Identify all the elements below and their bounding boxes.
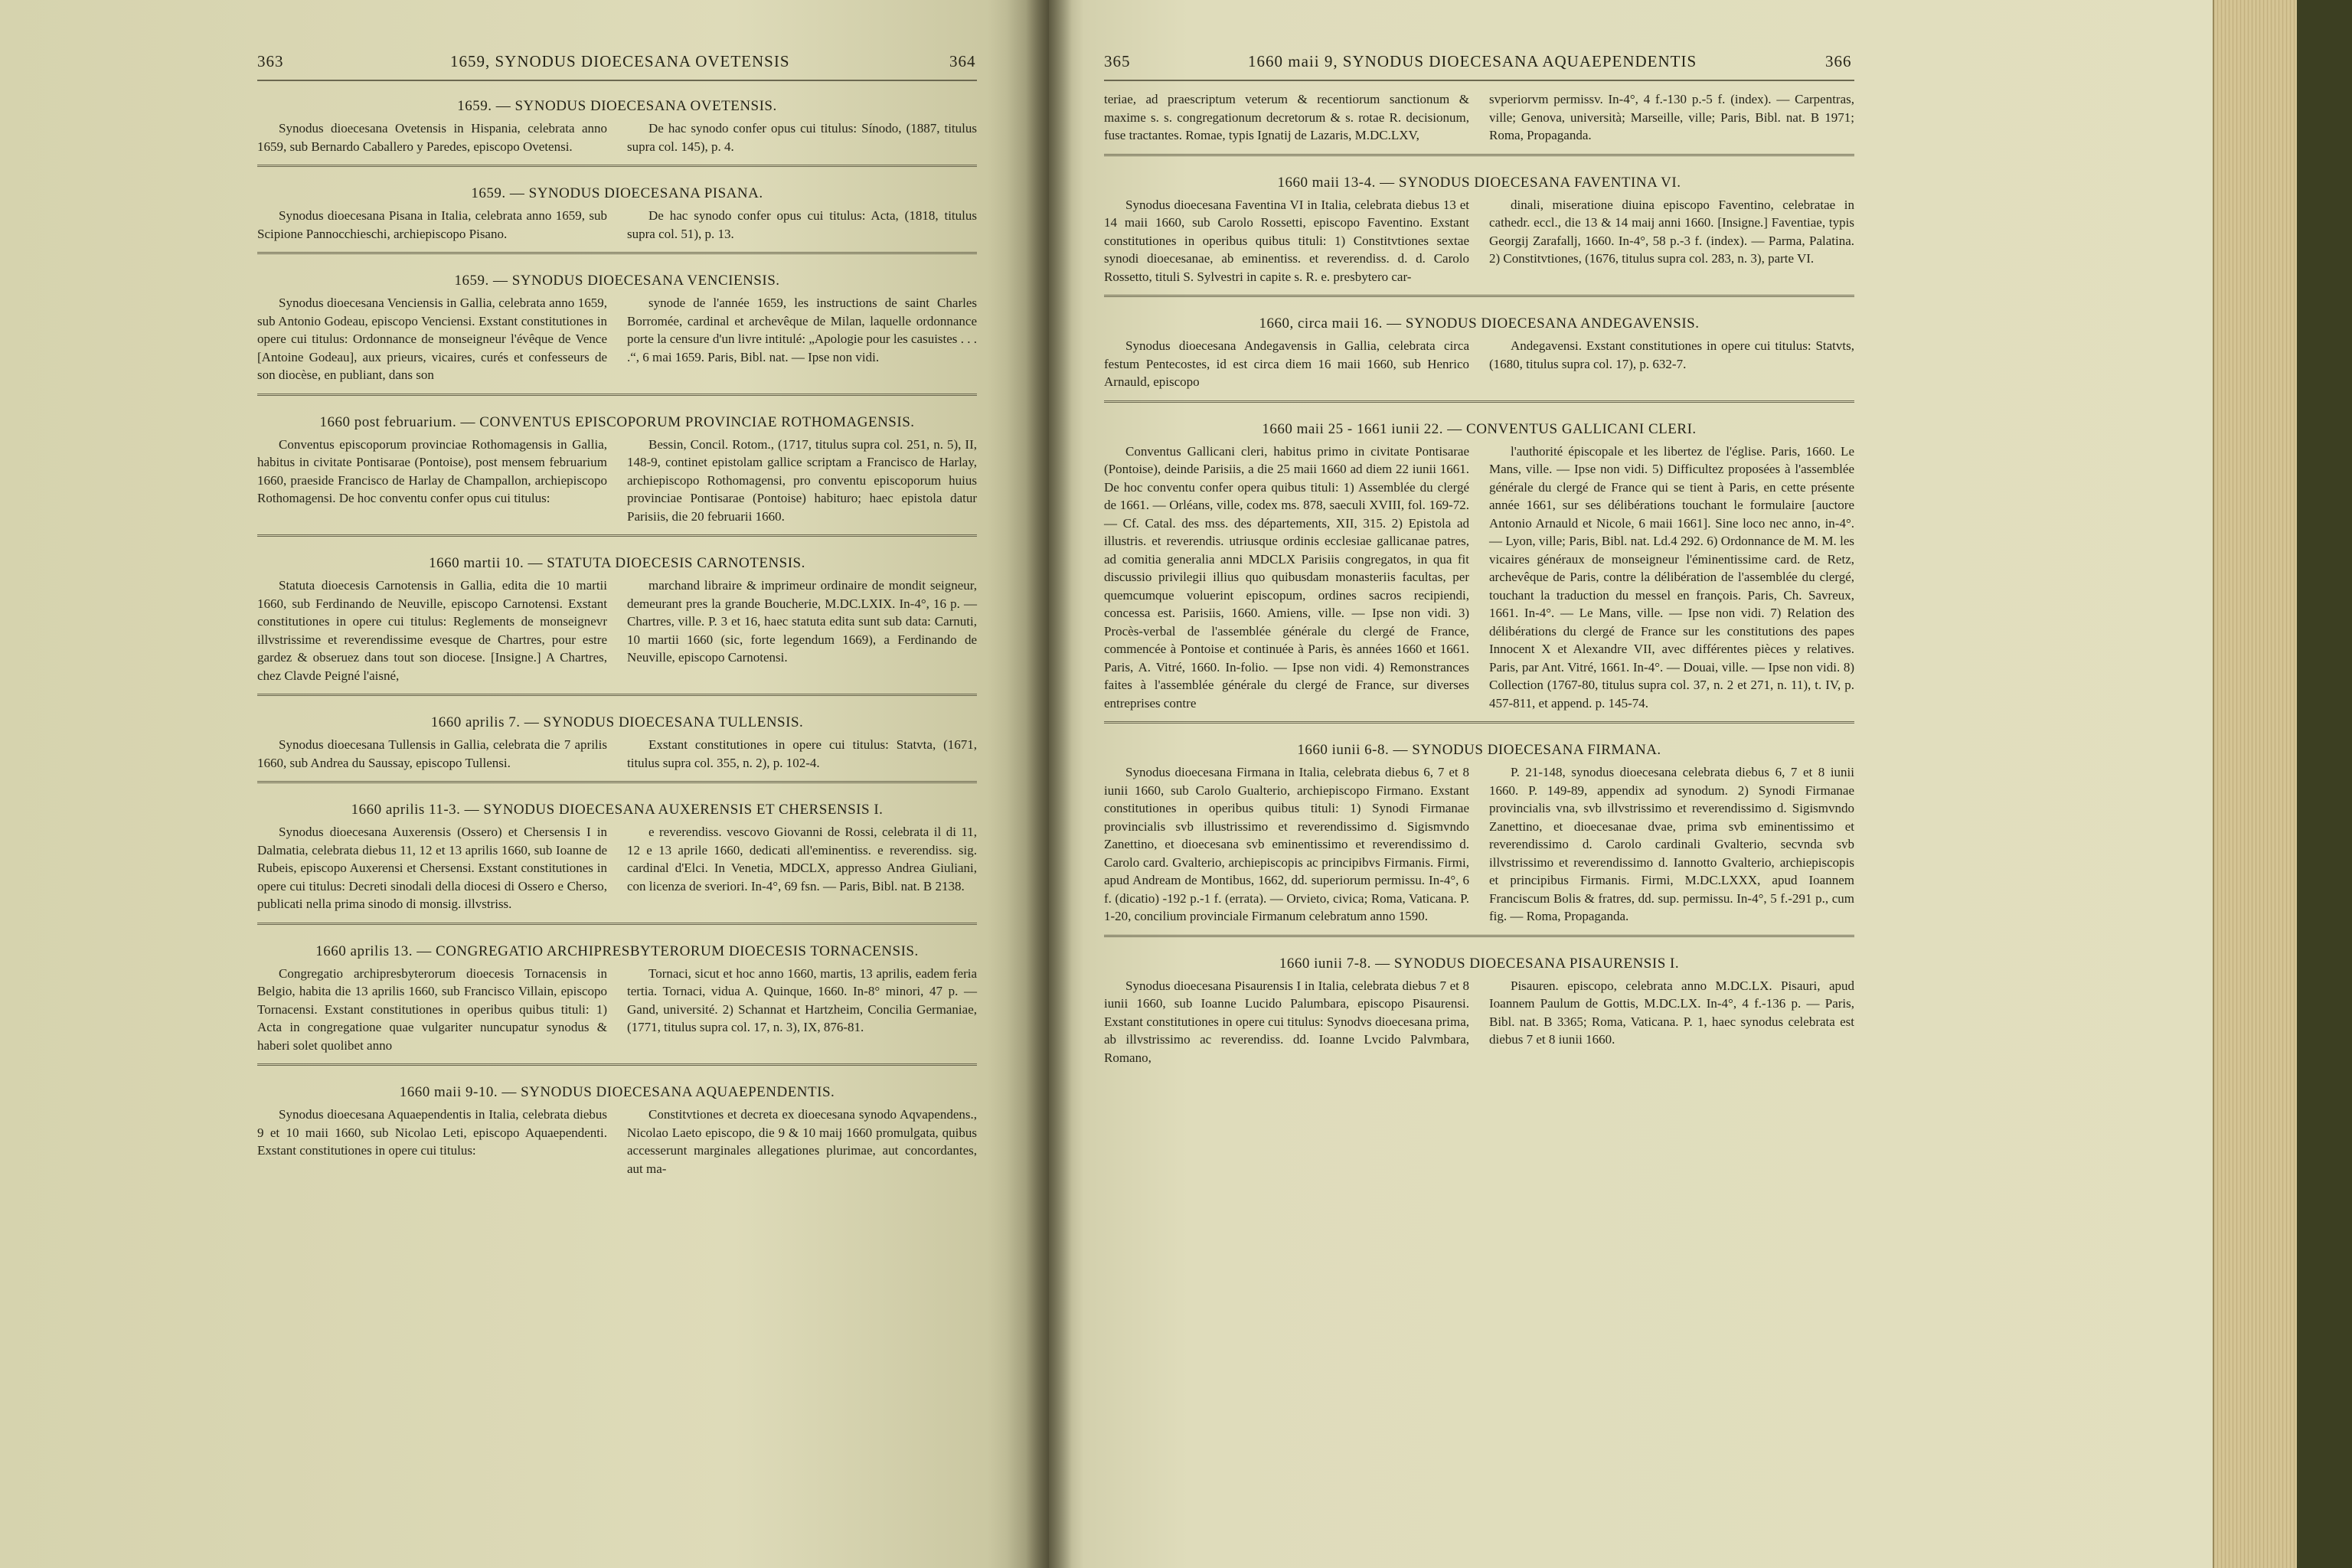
paragraph: Conventus Gallicani cleri, habitus primo in civitate Pontisarae (Pontoise), deinde Parisiis, a die 25 maii 1660 ad diem 22 iunii 1661. De hoc conventu confer opera quibus tituli: 1) Assemblée du clergé de 1661. — Orléans, ville, codex ms. 878, saeculi XVIII, fol. 169-72. — Cf. Catal. des mss. des départements, XII, 315. 2) Epistola ad illustris. et reverendis. utriusque ordinis ecclesiae gallicanae patres, ad comitia generalia anni MDCLX Parisiis congregatos, in qua fit discussio privilegii illius quo quibusdam monasteriis facultas, per quemcumque voluerint episcopum, ordines sacros recipiendi, concessa est. Parisiis, 1660. Amiens, ville. — Ipse non vidi. 3) Procès-verbal de l'assemblée générale du clergé de France, commencée à Pontoise et continuée à Paris, ès années 1660 et 1661. Paris, A. Vitré, 1660. In-folio. — Ipse non vidi. 4) Remonstrances faites à l'assemblée générale du clergé de France, sur diverses entreprises contre: [1104, 443, 1469, 710]
text-column: [1489, 977, 1854, 1067]
synod-entry: [257, 98, 977, 168]
paragraph: Synodus dioecesana Faventina VI in Italia, celebrata diebus 13 et 14 maii 1660, sub Carolo Rossetti, episcopo Faventino. Exstant constitutiones in operibus quibus tituli: 1) Constitvtiones sextae synodi dioecesanae, ab eminentiss. et reverendiss. d. d. Carolo Rossetto, tituli S. Sylvestri in capite s. R. e. presbytero car-: [1104, 197, 1469, 284]
paragraph: Conventus episcoporum provinciae Rothomagensis in Gallia, habitus in civitate Pontisarae (Pontoise), post mensem februarium 1660, praeside Francisco de Harlay de Champallon, archiepiscopo Rothomagensi. De hoc conventu confer opus cui titulus:: [257, 436, 607, 505]
page-number: 364: [949, 52, 976, 70]
continuation-entry: [1104, 90, 1854, 158]
paragraph: Synodus dioecesana Andegavensis in Gallia, celebrata circa festum Pentecostes, id est circa diem 16 maii 1660, sub Henrico Arnauld, episcopo: [1104, 338, 1469, 389]
paragraph: dinali, miseratione diuina episcopo Faventino, celebratae in cathedr. eccl., die 13 & 14 maij anni 1660. [Insigne.] Faventiae, typis Georgij Zarafallj, 1660. In-4°, 58 p.-3 f. (index). — Parma, Palatina. 2) Constitvtiones, (1676, titulus supra col. 283, n. 3), parte VI.: [1489, 197, 1854, 266]
paragraph: Pisauren. episcopo, celebrata anno M.DC.LX. Pisauri, apud Ioannem Paulum de Gottis, M.DC.LX. In-4°, 4 f.-136 p. — Paris, Bibl. nat. B 3365; Roma, Vaticana. P. 1, haec synodus celebrata est diebus 7 et 8 iunii 1660.: [1489, 978, 1854, 1047]
entry-separator: [1104, 721, 1854, 725]
synod-entry: [1104, 315, 1854, 404]
paragraph: Synodus dioecesana Tullensis in Gallia, celebrata die 7 aprilis 1660, sub Andrea du Saussay, episcopo Tullensi.: [257, 737, 607, 770]
page-number: 366: [1825, 52, 1852, 70]
entry-separator: [1104, 154, 1854, 158]
entry-separator: [257, 534, 977, 538]
synod-entry: [257, 802, 977, 926]
text-column: [627, 294, 977, 384]
running-head: 1659, SYNODUS DIOECESANA OVETENSIS: [450, 52, 790, 70]
entry-title: 1660 aprilis 7. — SYNODUS DIOECESANA TULLENSIS.: [430, 714, 804, 730]
synod-entry: [257, 714, 977, 785]
synod-entry: [257, 1084, 977, 1178]
synod-entry: [257, 555, 977, 697]
paragraph: Synodus dioecesana Pisaurensis I in Italia, celebrata diebus 7 et 8 iunii 1660, sub Ioanne Lucido Palumbara, episcopo Pisaurensi. Exstant constitutiones in opere cui titulus: Synodvs dioecesana prima, ab illvstrissimo ac reverendiss. dd. Ioanne Lvcido Palvmbara, Romano,: [1104, 978, 1469, 1065]
text-column: [1104, 977, 1469, 1067]
left-page: [0, 0, 1049, 1568]
paragraph: e reverendiss. vescovo Giovanni de Rossi, celebrata il di 11, 12 e 13 aprile 1660, dedicati all'eminentiss. e reverendiss. sig. cardinal d'Elci. In Venetia, MDCLX, appresso Andrea Giuliani, con licenza de sveriori. In-4°, 69 fsn. — Paris, Bibl. nat. B 2138.: [627, 825, 977, 893]
text-column: [257, 207, 607, 243]
synod-entry: [1104, 742, 1854, 939]
entry-title: 1660 iunii 7-8. — SYNODUS DIOECESANA PISAURENSIS I.: [1279, 955, 1680, 972]
text-column: [627, 736, 977, 772]
text-column: [627, 207, 977, 243]
entry-separator: [257, 165, 977, 168]
paragraph: P. 21-148, synodus dioecesana celebrata diebus 6, 7 et 8 iunii 1660. P. 149-89, appendix ad synodum. 2) Synodi Firmanae provincialis vna, svb illvstrissimo et reverendissimo d. Sigismvndo Zanettino, et dioecesanae dvae, prima svb eminentissimo et reverendissimo d. Carolo cardinali Gvalterio, secvnda svb illvstrissimo et reverendissimo d. Iannotto Gvalterio, archiepiscopis et principibus Firmanis. Firmi, M.DC.LXXX, apud Ioannem Franciscum Bolis & fratres, dd. sup. permissu. In-4°, 5 f.-291 p., cum fig. — Roma, Propaganda.: [1489, 765, 1854, 923]
synod-entry: [257, 273, 977, 397]
entry-separator: [1104, 935, 1854, 939]
entry-title: 1660 iunii 6-8. — SYNODUS DIOECESANA FIRMANA.: [1297, 742, 1661, 758]
entry-separator: [1104, 295, 1854, 299]
entry-separator: [257, 1063, 977, 1067]
paragraph: De hac synodo confer opus cui titulus: Acta, (1818, titulus supra col. 51), p. 13.: [627, 208, 977, 241]
paragraph: Synodus dioecesana Auxerensis (Ossero) et Chersensis I in Dalmatia, celebrata diebus 11, 12 et 13 aprilis 1660, sub Ioanne de Rubeis, episcopo Auxerensi et Chersensi. Exstant constitutiones in opere cui titulus: Decreti sinodali della diocesi di Ossero e Cherso, publicati nella prima sinodo di monsig. illvstriss.: [257, 825, 607, 911]
paragraph: svperiorvm permissv. In-4°, 4 f.-130 p.-5 f. (index). — Carpentras, ville; Genova, università; Marseille, ville; Paris, Bibl. nat. B 1971; Roma, Propaganda.: [1489, 92, 1854, 142]
text-column: [1489, 337, 1854, 391]
paragraph: Synodus dioecesana Aquaependentis in Italia, celebrata diebus 9 et 10 maii 1660, sub Nicolao Leti, episcopo Aquaependenti. Exstant constitutiones in opere cui titulus:: [257, 1107, 607, 1158]
synod-entry: [1104, 956, 1854, 1067]
entry-title: 1660 maii 13-4. — SYNODUS DIOECESANA FAVENTINA VI.: [1277, 174, 1681, 191]
text-column: [1489, 443, 1854, 713]
paragraph: marchand libraire & imprimeur ordinaire de mondit seigneur, demeurant pres la grande Boucherie, M.DC.LXIX. In-4°, 16 p. — Chartres, ville. P. 3 et 16, haec statuta edita sunt sub data: Carnuti, 10 martii 1660 (sic, forte legendum 1669), a Ferdinando de Neuville, episcopo Carnotensi.: [627, 578, 977, 665]
entry-separator: [257, 781, 977, 785]
entry-title: 1660 aprilis 11-3. — SYNODUS DIOECESANA AUXERENSIS ET CHERSENSIS I.: [351, 802, 884, 818]
entry-separator: [257, 252, 977, 256]
entry-title: 1659. — SYNODUS DIOECESANA PISANA.: [471, 185, 763, 201]
entry-title: 1660, circa maii 16. — SYNODUS DIOECESANA ANDEGAVENSIS.: [1259, 315, 1700, 332]
text-column: [1104, 763, 1469, 926]
entry-separator: [257, 394, 977, 397]
paragraph: Exstant constitutiones in opere cui titulus: Statvta, (1671, titulus supra col. 355, n. 2), p. 102-4.: [627, 737, 977, 770]
text-column: [1104, 443, 1469, 713]
entry-title: 1659. — SYNODUS DIOECESANA OVETENSIS.: [457, 98, 777, 114]
entry-separator: [257, 923, 977, 926]
text-column: [1104, 90, 1469, 145]
header-rule: [1104, 80, 1854, 81]
text-column: [627, 965, 977, 1055]
paragraph: Synodus dioecesana Pisana in Italia, celebrata anno 1659, sub Scipione Pannocchieschi, archiepiscopo Pisano.: [257, 208, 607, 241]
entry-separator: [257, 694, 977, 697]
synod-entry: [257, 414, 977, 539]
paragraph: synode de l'année 1659, les instructions de saint Charles Borromée, cardinal et archevêque de Milan, laquelle ordonnance porte la censure d'un livre intitulé: „Apologie pour les casuistes . . . .“, 6 mai 1659. Paris, Bibl. nat. — Ipse non vidi.: [627, 296, 977, 364]
text-column: [257, 119, 607, 155]
text-column: [627, 119, 977, 155]
text-column: [257, 823, 607, 913]
left-column-content: [257, 98, 977, 1194]
paragraph: l'authorité épiscopale et les libertez de l'église. Paris, 1660. Le Mans, ville. — Ipse non vidi. 5) Difficultez proposées à l'assemblée générale du clergé de France qui se tient à Paris, en cette présente année 1661, sur ses délibérations touchant le formulaire [auctore Antonio Arnauld et Nicole, 6 maii 1661]. Sine loco nec anno, in-4°. — Lyon, ville; Paris, Bibl. nat. Ld.4 292. 6) Ordonnance de M. M. les vicaires généraux de monseigneur l'éminentissime card. de Retz, archevêque de Paris, contre la délibération de l'assemblée du clergé, touchant la traduction du messel en françois. Paris, Ch. Savreux, 1661. In-4°. — Le Mans, ville. — Ipse non vidi. 7) Relation des délibérations du clergé de France sur les constitutions des papes Innocent X et Alexandre VII, avec différentes pièces y relatives. Paris, par Ant. Vitré, 1661. In-4°. — Douai, ville. — Ipse non vidi. 8) Collection (1767-80, titulus supra col. 37, n. 2 et 271, n. 11), t. IV, p. 457-811, et append. p. 145-74.: [1489, 443, 1854, 710]
paragraph: teriae, ad praescriptum veterum & recentiorum sanctionum & maxime s. s. congregationum decretorum & s. rotae R. decisionum, fuse tractantes. Romae, typis Ignatij de Lazaris, M.DC.LXV,: [1104, 92, 1469, 142]
right-page: [1049, 0, 2213, 1568]
entry-title: 1660 maii 9-10. — SYNODUS DIOECESANA AQUAEPENDENTIS.: [399, 1084, 835, 1100]
text-column: [1104, 337, 1469, 391]
header-rule: [257, 80, 977, 81]
text-column: [257, 736, 607, 772]
page-number: 365: [1104, 52, 1131, 70]
text-column: [1104, 196, 1469, 286]
text-column: [627, 1106, 977, 1178]
paragraph: Synodus dioecesana Firmana in Italia, celebrata diebus 6, 7 et 8 iunii 1660, sub Carolo Gualterio, archiepiscopo Firmano. Exstant constitutiones in operibus quibus tituli: 1) Synodi Firmanae provincialis svb illustrissimo et reverendissimo d. Sigismvndo Zanettino, et dioecesana svb eminentissimo et reverendissimo d. Carolo card. Gvalterio, archiepiscopis ac principibvs Firmanis. Firmi, apud Andream de Montibus, 1662, dd. superiorum permissu. In-4°, 6 f. (dicatio) -192 p.-1 f. (errata). — Orvieto, civica; Roma, Vaticana. P. 1-20, concilium provinciale Firmanum celebratum anno 1590.: [1104, 765, 1469, 923]
entry-title: 1660 post februarium. — CONVENTUS EPISCOPORUM PROVINCIAE ROTHOMAGENSIS.: [319, 413, 915, 430]
text-column: [627, 436, 977, 526]
entry-title: 1660 aprilis 13. — CONGREGATIO ARCHIPRESBYTERORUM DIOECESIS TORNACENSIS.: [315, 942, 919, 959]
book-gutter: [1026, 0, 1072, 1568]
text-column: [1489, 763, 1854, 926]
running-head: 1660 maii 9, SYNODUS DIOECESANA AQUAEPENDENTIS: [1248, 52, 1697, 70]
text-column: [1489, 196, 1854, 286]
text-column: [627, 823, 977, 913]
book-cover: [2297, 0, 2352, 1568]
entry-separator: [1104, 400, 1854, 404]
text-column: [257, 1106, 607, 1178]
paragraph: Synodus dioecesana Venciensis in Gallia, celebrata anno 1659, sub Antonio Godeau, episcopo Venciensi. Exstant constitutiones in opere cui titulus: Ordonnance de monseigneur l'évêque de Vence [Antoine Godeau], aux prieurs, vicaires, curés et confesseurs de son diocèse, en publiant, dans son: [257, 296, 607, 382]
synod-entry: [1104, 421, 1854, 726]
text-column: [257, 577, 607, 684]
entry-title: 1660 maii 25 - 1661 iunii 22. — CONVENTUS GALLICANI CLERI.: [1262, 420, 1697, 437]
page-edges: [2213, 0, 2298, 1568]
text-column: [257, 965, 607, 1055]
page-number: 363: [257, 52, 284, 70]
text-column: [627, 577, 977, 684]
text-column: [1489, 90, 1854, 145]
synod-entry: [257, 943, 977, 1068]
paragraph: De hac synodo confer opus cui titulus: Sínodo, (1887, titulus supra col. 145), p. 4.: [627, 121, 977, 154]
right-column-content: [1104, 90, 1854, 1083]
paragraph: Constitvtiones et decreta ex dioecesana synodo Aqvapendens., Nicolao Laeto episcopo, die 9 & 10 maij 1660 promulgata, quibus accesserunt marginales allegationes plurimae, aut concordantes, aut ma-: [627, 1107, 977, 1176]
paragraph: Tornaci, sicut et hoc anno 1660, martis, 13 aprilis, eadem feria tertia. Tornaci, vidua A. Quinque, 1660. In-8° minori, 47 p. — Gand, université. 2) Schannat et Hartzheim, Concilia Germaniae, (1771, titulus supra col. 17, n. 3), IX, 876-81.: [627, 965, 977, 1034]
paragraph: Bessin, Concil. Rotom., (1717, titulus supra col. 251, n. 5), II, 148-9, continet epistolam gallice scriptam a Francisco de Harlay, archiepiscopo Rothomagensi, pro conventu episcoporum huius provinciae Pontisarae (Pontoise) habituro; haec epistola datur Parisiis, die 20 februarii 1660.: [627, 436, 977, 524]
text-column: [257, 436, 607, 526]
text-column: [257, 294, 607, 384]
synod-entry: [1104, 175, 1854, 299]
entry-title: 1660 martii 10. — STATUTA DIOECESIS CARNOTENSIS.: [429, 555, 805, 571]
synod-entry: [257, 185, 977, 256]
paragraph: Andegavensi. Exstant constitutiones in opere cui titulus: Statvts, (1680, titulus supra col. 17), p. 632-7.: [1489, 338, 1854, 371]
paragraph: Statuta dioecesis Carnotensis in Gallia, edita die 10 martii 1660, sub Ferdinando de Neuville, episcopo Carnotensi. Exstant constitutiones in opere cui titulus: Reglements de monseignevr illvstrissime et reverendissime evesque de Chartres, pour estre gardez & obseruez dans tout son diocese. [Insigne.] A Chartres, chez Clavde Peigné l'aisné,: [257, 578, 607, 683]
paragraph: Synodus dioecesana Ovetensis in Hispania, celebrata anno 1659, sub Bernardo Caballero y Paredes, episcopo Ovetensi.: [257, 121, 607, 154]
paragraph: Congregatio archipresbyterorum dioecesis Tornacensis in Belgio, habita die 13 aprilis 1660, sub Francisco Villain, episcopo Tornacensi. Exstant constitutiones in operibus quibus tituli: 1) Acta in congregatione quae vulgariter nuncupatur synodus & haberi solet quolibet anno: [257, 965, 607, 1053]
entry-title: 1659. — SYNODUS DIOECESANA VENCIENSIS.: [454, 273, 780, 289]
